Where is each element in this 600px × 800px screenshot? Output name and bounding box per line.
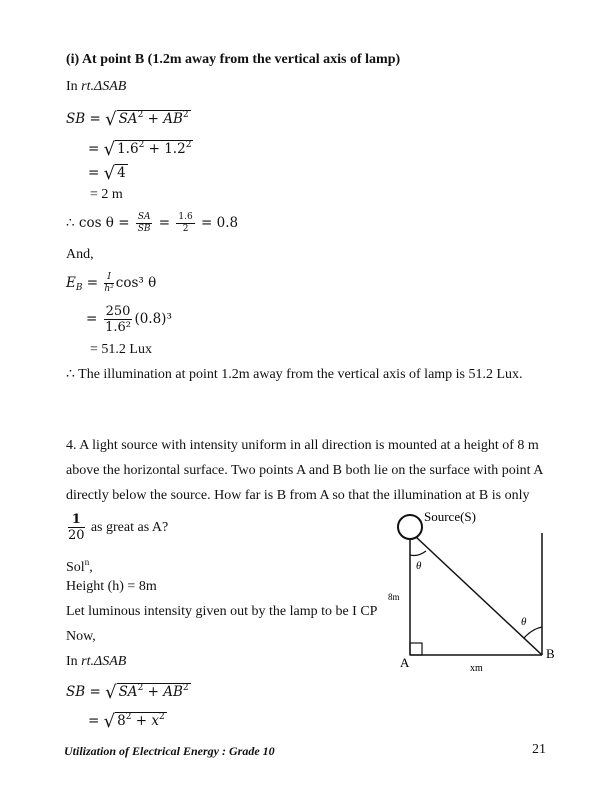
now-label: Now, [66, 629, 96, 644]
triangle-name: rt.ΔSAB [81, 79, 127, 94]
eq-2m: = 2 m [90, 187, 123, 202]
sqrt-expr: √ $SA^2 + AB^2$ [105, 109, 189, 130]
eq-sb-1 [66, 106, 191, 129]
side-sb [416, 537, 542, 655]
source-circle [398, 515, 422, 539]
page-number: 21 [532, 742, 546, 757]
point-b-label: B [546, 646, 555, 661]
conclusion: ∴ The illumination at point 1.2m away from the vertical axis of lamp is 51.2 Lux. [66, 367, 523, 382]
angle-arc-bottom [524, 627, 542, 638]
cos-theta-line: ∴ cos θ = $\frac{SA}{SB}$ = $\frac{1.6}{2}$ = 0.8 [66, 212, 239, 234]
angle-arc-top [410, 551, 426, 556]
q4-eq-sb-1: SB = √ $SA^2 + AB^2$ [66, 682, 189, 703]
in-triangle-line [66, 78, 126, 96]
q4-line-4 [66, 512, 168, 543]
e-subscript: B [75, 283, 83, 293]
q4-line-2: above the horizontal surface. Two points A and B both lie on the surface with point A [66, 463, 544, 478]
distance-label: xm [470, 663, 483, 674]
height-line: Height (h) = 8m [66, 579, 157, 594]
frac-sa-sb: $\frac{SA}{SB}$ [137, 212, 151, 234]
triangle-diagram [380, 505, 555, 680]
sb-symbol: SB [66, 111, 86, 127]
section-heading: (i) At point B (1.2m away from the vertical axis of lamp) [66, 52, 401, 67]
e-symbol: E [66, 275, 76, 291]
footer-title: Utilization of Electrical Energy : Grade 10 [64, 744, 275, 758]
theta-top-label: θ [416, 560, 422, 572]
ab-term: AB [163, 111, 183, 127]
height-label: 8m [388, 592, 400, 602]
q4-line-4-text: as great as A? [90, 520, 169, 535]
eb-formula: $E_B$ = $\frac{I}{\text{h²}}$ cos³ θ [66, 272, 157, 294]
lux-result: = 51.2 Lux [90, 342, 152, 357]
num-1-2: 1.2 [164, 141, 186, 157]
frac-250: $\frac{250}{\text{1.6²}}$ [105, 304, 131, 335]
frac-1-20: $\frac{1}{20}$ [68, 512, 85, 543]
q4-triangle-name: rt.ΔSAB [81, 654, 127, 669]
cos-value: = 0.8 [196, 215, 239, 231]
eq-sb-2: = √ $1.6^2 + 1.2^2$ [88, 139, 192, 160]
num-4: 4 [117, 165, 126, 181]
theta-bottom-label: θ [521, 616, 527, 628]
solution-label: Sol$^n$, [66, 557, 93, 575]
plus: + [143, 111, 164, 127]
and-label: And, [66, 247, 94, 262]
plus: + [144, 141, 165, 157]
cos-label: ∴ cos θ = [66, 215, 134, 231]
intensity-line: Let luminous intensity given out by the lamp to be I CP [66, 604, 378, 619]
eb-values: = $\frac{250}{\text{1.6²}}$ (0.8)³ [86, 304, 172, 335]
sa-term: SA [118, 111, 138, 127]
equals: = [85, 111, 106, 127]
q4-in-triangle: In rt.ΔSAB [66, 654, 127, 669]
num-1-6: 1.6 [117, 141, 139, 157]
q4-line-1: 4. A light source with intensity uniform in all direction is mounted at a height of 8 m [66, 438, 539, 453]
cos-cubed: cos³ θ [115, 275, 157, 291]
frac-16-2: $\frac{1.6}{2}$ [178, 212, 193, 234]
right-angle-marker [410, 643, 422, 655]
in-label: In [66, 79, 82, 94]
q4-line-3: directly below the source. How far is B from A so that the illumination at B is only [66, 488, 530, 503]
frac-i-h2: $\frac{I}{\text{h²}}$ [104, 272, 114, 294]
q4-eq-sb-2: = √ $8^2 + x^2$ [88, 711, 165, 732]
cos-value-cubed: (0.8)³ [134, 311, 172, 327]
eq-sb-3: = √ 4 [88, 163, 126, 184]
point-a-label: A [400, 655, 410, 670]
source-label: Source(S) [424, 509, 476, 524]
